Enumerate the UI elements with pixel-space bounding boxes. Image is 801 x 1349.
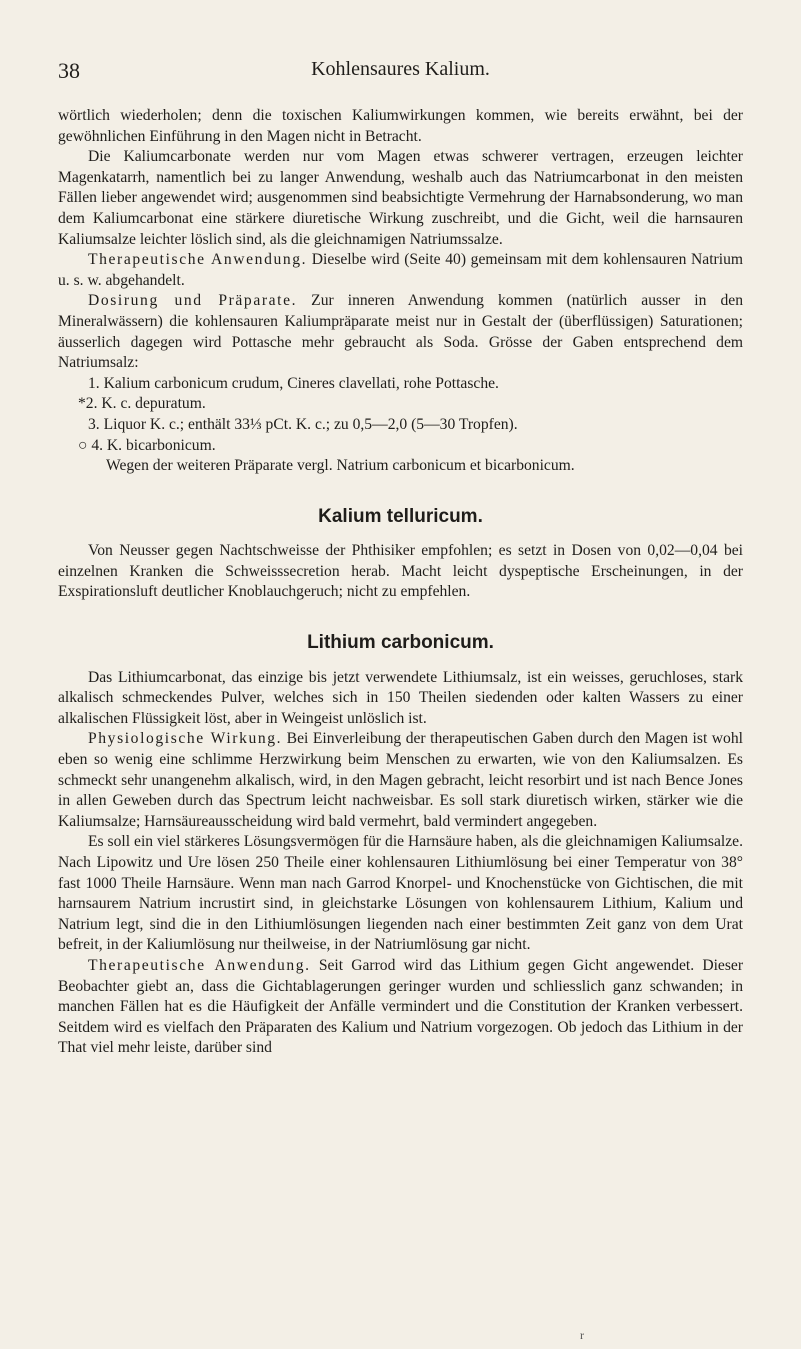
footer-mark: r: [580, 1328, 584, 1342]
note: Wegen der weiteren Präparate vergl. Natrium carbonicum et bicarbonicum.: [106, 457, 575, 475]
paragraph-text: Bei Einverleibung der therapeutischen Gaben durch den Magen ist wohl eben so wenig eine schlimme Herzwirkung beim Menschen zu erwarten, wie von den Kaliumsalzen. Es schmeckt sehr unangenehm alkalisch, wird, in den Magen gebracht, leicht resorbirt und ist nach Bence Jones in allen Geweben durch das Spectrum leicht nachweisbar. Es soll stark diuretisch wirken, stärker wie die Kaliumsalze; Harnsäureausscheidung wird bald vermehrt, bald vermindert angegeben.: [58, 730, 743, 830]
running-head: Kohlensaures Kalium.: [311, 58, 490, 80]
list-item: 1. Kalium carbonicum crudum, Cineres clavellati, rohe Pottasche.: [88, 374, 499, 392]
paragraph: [58, 250, 743, 291]
paragraph-text: Seit Garrod wird das Lithium gegen Gicht angewendet. Dieser Beobachter giebt an, dass die Gichtablagerungen geringer wurden und schliesslich ganz schwanden; in manchen Fällen hat es die Häufigkeit der Anfälle vermindert und die Constitution der Kranken verbessert. Seitdem wird es vielfach den Präparaten des Kalium und Natrium vorgezogen. Ob jedoch das Lithium in der That viel mehr leiste, darüber sind: [58, 956, 744, 1057]
section-label: Dosirung und Präparate.: [88, 292, 298, 310]
section-heading: Lithium carbonicum.: [307, 632, 494, 654]
section-label: Therapeutische Anwendung.: [88, 251, 308, 269]
section-heading: Kalium telluricum.: [318, 505, 483, 527]
section-label: Physiologische Wirkung.: [88, 730, 283, 748]
paragraph: Von Neusser gegen Nachtschweisse der Phthisiker empfohlen; es setzt in Dosen von 0,02—0,04 bei einzelnen Kranken die Schweisssecretion herab. Macht leicht dyspeptische Erscheinungen, in der Exspirationsluft deutlicher Knoblauchgeruch; nicht zu empfehlen.: [58, 542, 743, 601]
list-item: ○ 4. K. bicarbonicum.: [78, 436, 216, 454]
paragraph: Das Lithiumcarbonat, das einzige bis jetzt verwendete Lithiumsalz, ist ein weisses, geruchloses, stark alkalisch schmeckendes Pulver, welches sich in 150 Theilen siedenden oder kalten Wassers zu einer alkalischen Flüssigkeit löst, aber in Weingeist unlöslich ist.: [58, 668, 743, 727]
paragraph: [58, 956, 743, 1059]
paragraph: wörtlich wiederholen; denn die toxischen Kaliumwirkungen kommen, wie bereits erwähnt, bei der gewöhnlichen Einführung in den Magen nicht in Betracht.: [58, 107, 743, 145]
paragraph: [58, 291, 743, 373]
page-number: 38: [58, 58, 80, 83]
section-label: Therapeutische Anwendung.: [88, 956, 311, 974]
list-item: *2. K. c. depuratum.: [78, 395, 206, 413]
paragraph-text: Dieselbe wird (Seite 40) gemeinsam mit dem kohlensauren Natrium u. s. w. abgehandelt.: [58, 251, 743, 289]
list-item: 3. Liquor K. c.; enthält 33⅓ pCt. K. c.; zu 0,5—2,0 (5—30 Tropfen).: [88, 415, 518, 433]
paragraph: Die Kaliumcarbonate werden nur vom Magen etwas schwerer vertragen, erzeugen leichter Magenkatarrh, namentlich bei zu langer Anwendung, weshalb auch das Natriumcarbonat in den meisten Fällen lieber angewendet wird; ausgenommen sind beabsichtigte Vermehrung der Harnabsonderung, wo man dem Kaliumcarbonat eine stärkere diuretische Wirkung zuschreibt, und die Gicht, weil die harnsauren Kaliumsalze leichter löslich sind, als die gleichnamigen Natriumssalze.: [58, 148, 743, 248]
page-header: [58, 58, 743, 88]
paragraph-text: Zur inneren Anwendung kommen (natürlich ausser in den Mineralwässern) die kohlensauren Kaliumpräparate meist nur in Gestalt der (überflüssigen) Saturationen; äusserlich dagegen wird Pottasche mehr gebraucht als Soda. Grösse der Gaben entsprechend dem Natriumsalz:: [58, 292, 743, 372]
paragraph: Es soll ein viel stärkeres Lösungsvermögen für die Harnsäure haben, als die gleichnamigen Kaliumsalze. Nach Lipowitz und Ure lösen 250 Theile einer kohlensauren Lithiumlösung bei einer Temperatur von 38° fast 1000 Theile Harnsäure. Wenn man nach Garrod Knorpel- und Knochenstücke von Gichtischen, die mit harnsaurem Natrium incrustirt sind, in gleichstarke Lösungen von kohlensaurem Lithium, Kalium und Natrium legt, sind die in den Lithiumlösungen liegenden nach einer bestimmten Zeit ganz von dem Urat befreit, in der Kaliumlösung nur theilweise, in der Natriumlösung gar nicht.: [58, 833, 743, 954]
page-body: [58, 106, 743, 1059]
paragraph: [58, 729, 743, 832]
